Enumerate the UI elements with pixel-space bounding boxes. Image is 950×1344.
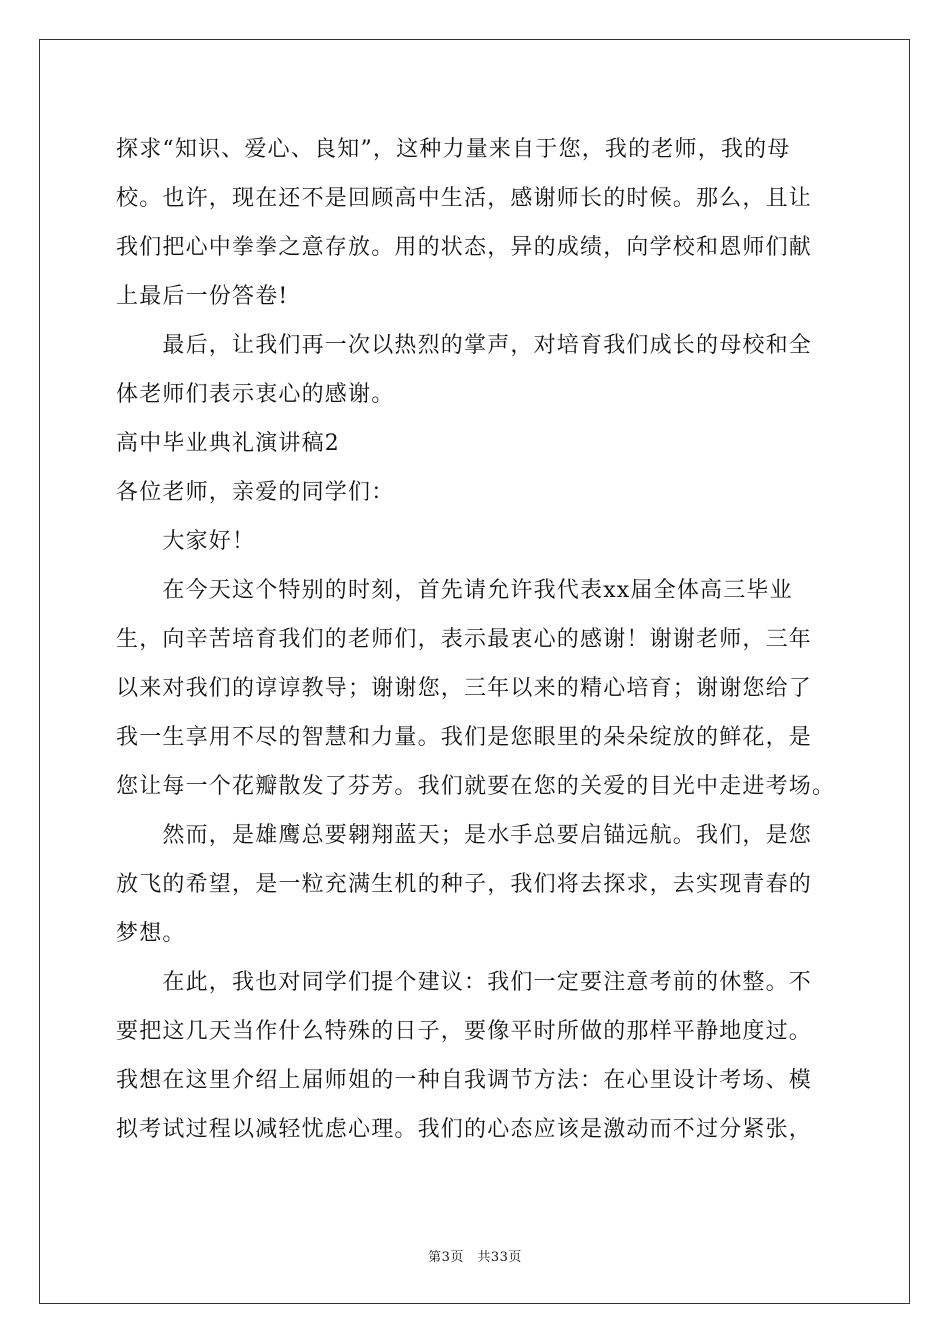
section-title: 高中毕业典礼演讲稿2 [116,431,340,456]
text-line: 我一生享用不尽的智慧和力量。我们是您眼里的朵朵绽放的鲜花，是 [116,725,813,750]
text-line: 在此，我也对同学们提个建议：我们一定要注意考前的休整。不 [116,970,813,995]
text-line: 您让每一个花瓣散发了芬芳。我们就要在您的关爱的目光中走进考场。 [116,774,836,799]
greeting: 大家好！ [116,529,256,554]
text-line: 要把这几天当作什么特殊的日子，要像平时所做的那样平静地度过。 [116,1019,813,1044]
text-line: 在今天这个特别的时刻，首先请允许我代表xx届全体高三毕业 [116,578,793,603]
text-line: 体老师们表示衷心的感谢。 [116,382,395,407]
text-line: 梦想。 [116,921,186,946]
text-line: 最后，让我们再一次以热烈的掌声，对培育我们成长的母校和全 [116,333,813,358]
text-line: 放飞的希望，是一粒充满生机的种子，我们将去探求，去实现青春的 [116,872,813,897]
text-line: 我想在这里介绍上届师姐的一种自我调节方法：在心里设计考场、模 [116,1068,813,1093]
page-number-footer: 第3页 共33页 [428,1250,522,1265]
text-line: 拟考试过程以减轻忧虑心理。我们的心态应该是激动而不过分紧张， [116,1117,813,1142]
text-line: 然而，是雄鹰总要翱翔蓝天；是水手总要启锚远航。我们，是您 [116,823,813,848]
text-line: 生，向辛苦培育我们的老师们，表示最衷心的感谢！谢谢老师，三年 [116,627,813,652]
text-line: 我们把心中拳拳之意存放。用的状态，异的成绩，向学校和恩师们献 [116,235,813,260]
text-line: 上最后一份答卷! [116,284,289,309]
text-line: 以来对我们的谆谆教导；谢谢您，三年以来的精心培育；谢谢您给了 [116,676,813,701]
salutation: 各位老师，亲爱的同学们： [116,480,395,505]
text-line: 探求“知识、爱心、良知”，这种力量来自于您，我的老师，我的母 [116,137,791,162]
text-line: 校。也许，现在还不是回顾高中生活，感谢师长的时候。那么，且让 [116,186,813,211]
